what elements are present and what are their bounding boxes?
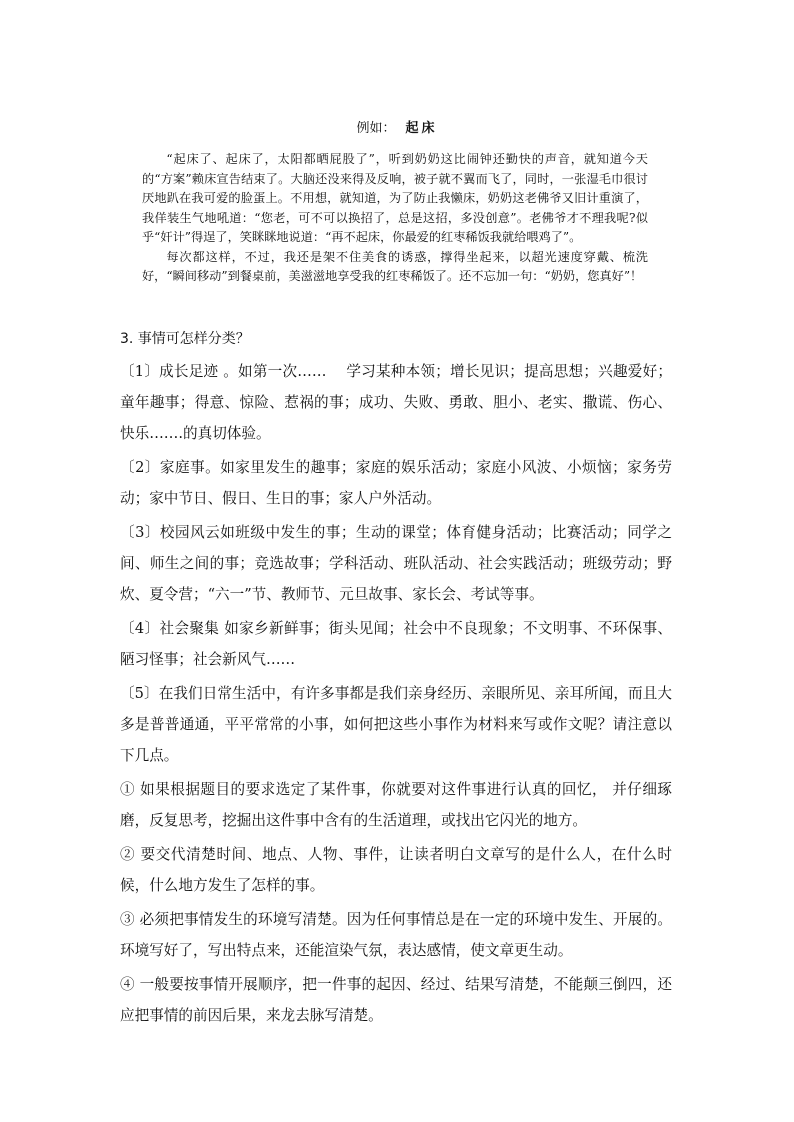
category-paragraph: 〔5〕在我们日常生活中，有许多事都是我们亲身经历、亲眼所见、亲耳所闻，而且大多是普普通通，平平常常的小事，如何把这些小事作为材料来写或作文呢？请注意以下几点。 xyxy=(120,685,672,764)
classification-section xyxy=(120,326,672,1031)
example-paragraph: 每次都这样，不过，我还是架不住美食的诱惑，撑得坐起来，以超光速度穿戴、梳洗好，“瞬间移动”到餐桌前，美滋滋地享受我的红枣稀饭了。还不忘加一句：“奶奶，您真好”！ xyxy=(142,249,648,283)
category-paragraph: 〔4〕社会聚集 如家乡新鲜事；街头见闻；社会中不良现象；不文明事、不环保事、陋习怪事；社会新风气…… xyxy=(120,620,672,668)
category-paragraph: 〔2〕家庭事。如家里发生的趣事；家庭的娱乐活动；家庭小风波、小烦恼；家务劳动；家中节日、假日、生日的事；家人户外活动。 xyxy=(120,459,672,507)
example-prefix: 例如： xyxy=(356,121,396,136)
example-paragraph: “起床了、起床了，太阳都晒屁股了”，听到奶奶这比闹钟还勤快的声音，就知道今天的“方案”赖床宣告结束了。大脑还没来得及反响，被子就不翼而飞了，同时，一张湿毛巾很讨厌地趴在我可爱的脸蛋上。不用想，就知道，为了防止我懒床，奶奶这老佛爷又旧计重演了，我佯装生气地吼道：“您老，可不可以换招了，总是这招，多没创意”。老佛爷才不理我呢?似乎“奸计”得逞了，笑眯眯地说道：“再不起床，你最爱的红枣稀饭我就给喂鸡了”。 xyxy=(142,152,648,244)
point-paragraph: ② 要交代清楚时间、地点、人物、事件，让读者明白文章写的是什么人，在什么时候，什么地方发生了怎样的事。 xyxy=(120,846,672,894)
example-title: 起床 xyxy=(405,121,438,136)
example-heading xyxy=(0,119,794,139)
point-paragraph: ① 如果根据题目的要求选定了某件事，你就要对这件事进行认真的回忆， 并仔细琢磨，反复思考，挖掘出这件事中含有的生活道理，或找出它闪光的地方。 xyxy=(120,781,672,829)
category-paragraph: 〔3〕校园风云如班级中发生的事；生动的课堂；体育健身活动；比赛活动；同学之间、师生之间的事；竞选故事；学科活动、班队活动、社会实践活动；班级劳动；野炊、夏令营；“六一”节、教师节、元旦故事、家长会、考试等事。 xyxy=(120,524,672,603)
point-paragraph: ③ 必须把事情发生的环境写清楚。因为任何事情总是在一定的环境中发生、开展的。环境写好了，写出特点来，还能渲染气氛，表达感情，使文章更生动。 xyxy=(120,911,672,959)
section-heading: 3. 事情可怎样分类？ xyxy=(120,331,250,347)
category-paragraph: 〔1〕成长足迹 。如第一次…… 学习某种本领；增长见识；提高思想；兴趣爱好；童年趣事；得意、惊险、惹祸的事；成功、失败、勇敢、胆小、老实、撒谎、伤心、快乐…….的真切体验。 xyxy=(120,363,672,442)
point-paragraph: ④ 一般要按事情开展顺序，把一件事的起因、经过、结果写清楚，不能颠三倒四，还应把事情的前因后果，来龙去脉写清楚。 xyxy=(120,976,672,1024)
example-essay xyxy=(142,150,648,287)
